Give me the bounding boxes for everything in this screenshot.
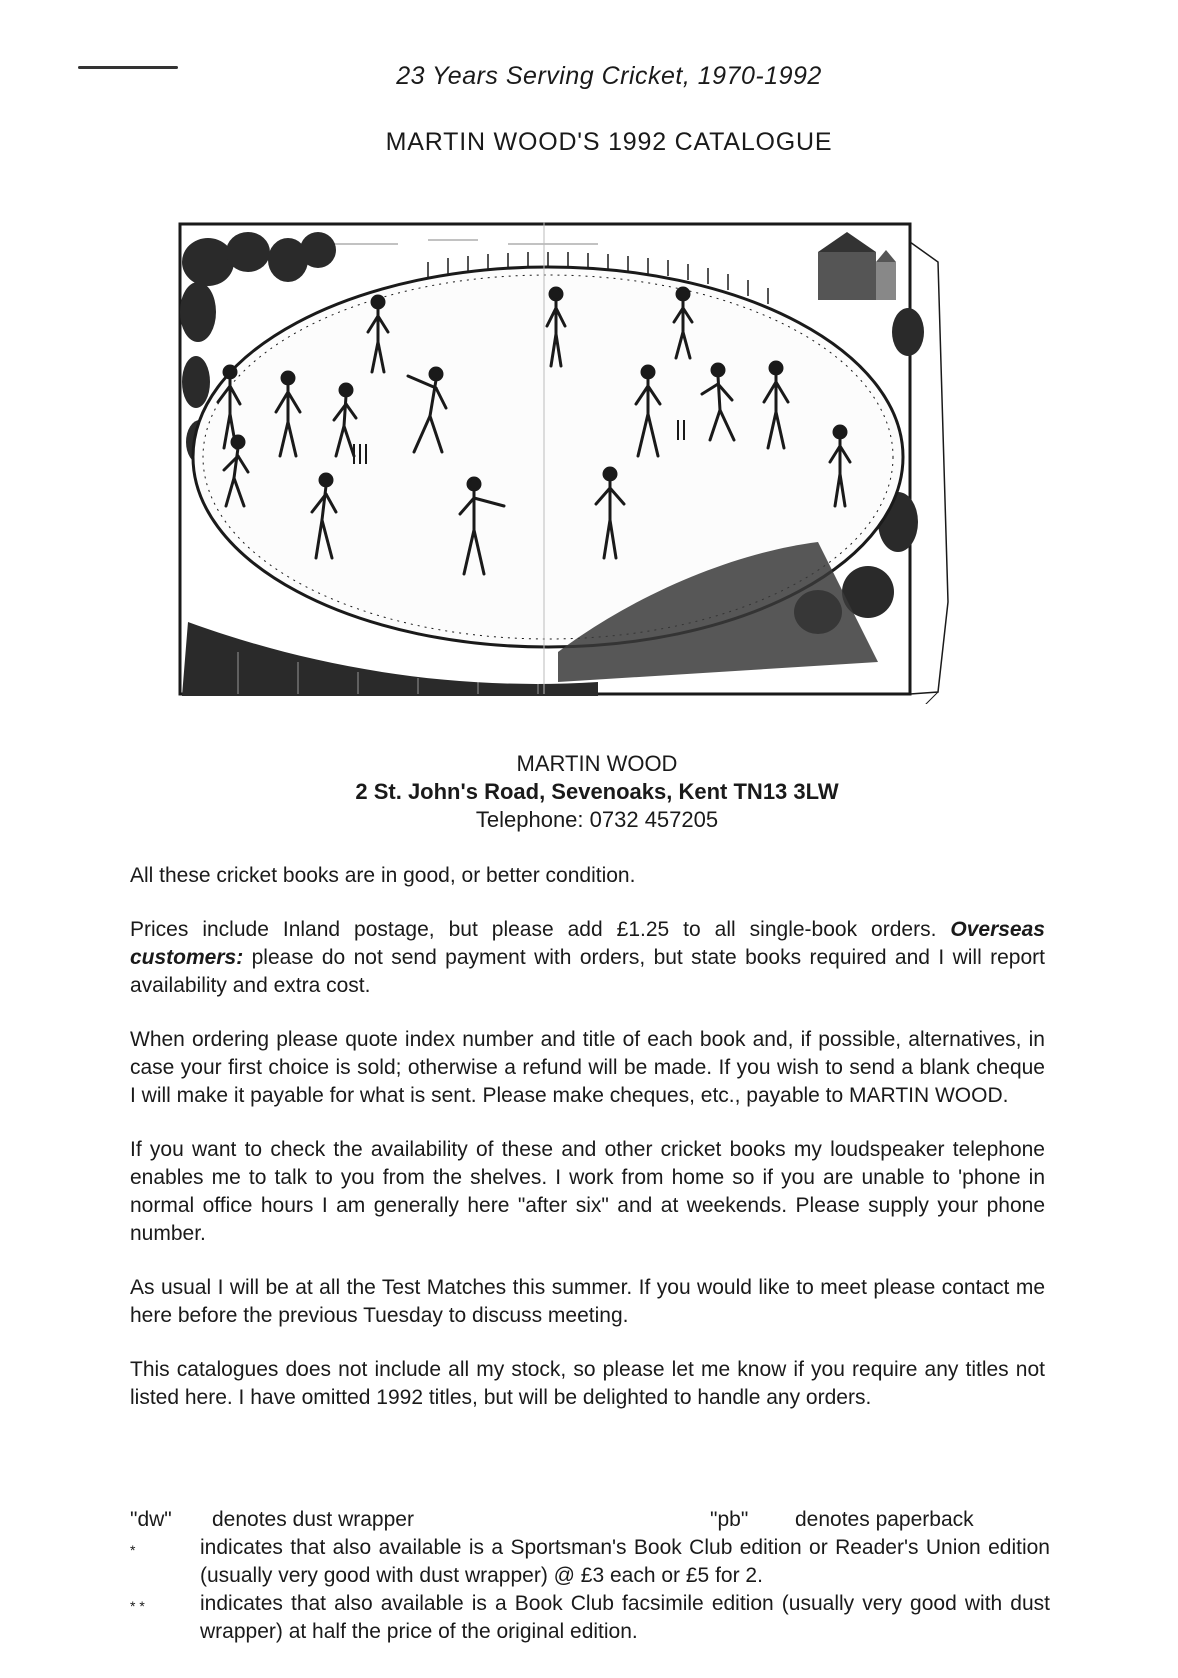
asterisk-icon: *: [130, 1542, 136, 1558]
ordering-paragraph: When ordering please quote index number and title of each book and, if possible, alternatives, in case your first choice is sold; otherwise a refund will be made. If you wish to send a blank cheque I will make it payable for what is sent. Please make cheques, etc., payable to MARTIN WOOD.: [130, 1028, 1045, 1107]
dw-key: "dw": [130, 1508, 172, 1531]
dw-description: denotes dust wrapper: [212, 1508, 414, 1531]
legend-row-abbreviations: [130, 1506, 1050, 1534]
test-matches-paragraph: As usual I will be at all the Test Matches this summer. If you would like to meet please contact me here before the previous Tuesday to discuss meeting.: [130, 1276, 1045, 1327]
legend-item-double-star: [130, 1590, 1050, 1646]
terms-section: [130, 862, 1045, 1438]
double-star-description: indicates that also available is a Book Club facsimile edition (usually very good with dust wrapper) at half the price of the original edition.: [200, 1592, 1050, 1643]
overseas-text: please do not send payment with orders, but state books required and I will report availability and extra cost.: [130, 946, 1045, 997]
availability-paragraph: If you want to check the availability of these and other cricket books my loudspeaker telephone enables me to talk to you from the shelves. I work from home so if you are unable to 'phone in normal office hours I am generally here "after six" and at weekends. Please supply your phone number.: [130, 1138, 1045, 1245]
pb-description: denotes paperback: [795, 1508, 974, 1531]
cricket-match-engraving: [178, 222, 968, 704]
cricket-match-engraving-icon: [178, 222, 968, 704]
single-star-description: indicates that also available is a Sportsman's Book Club edition or Reader's Union edition (usually very good with dust wrapper) @ £3 each or £5 for 2.: [200, 1536, 1050, 1587]
pb-key: "pb": [710, 1508, 749, 1531]
postage-text: Prices include Inland postage, but please add £1.25 to all single-book orders.: [130, 918, 937, 941]
street-address: 2 St. John's Road, Sevenoaks, Kent TN13 3LW: [355, 779, 839, 804]
dealer-name: MARTIN WOOD: [516, 751, 678, 776]
double-asterisk-icon: * *: [130, 1598, 145, 1614]
abbreviation-legend: [130, 1506, 1050, 1646]
overseas-label: Overseas customers:: [130, 918, 1045, 969]
tagline: 23 Years Serving Cricket, 1970-1992: [396, 62, 822, 90]
postage-paragraph: [130, 916, 1045, 1000]
stock-paragraph: This catalogues does not include all my stock, so please let me know if you require any titles not listed here. I have omitted 1992 titles, but will be delighted to handle any orders.: [130, 1358, 1045, 1409]
condition-paragraph: All these cricket books are in good, or better condition.: [130, 864, 636, 887]
legend-item-single-star: [130, 1534, 1050, 1590]
catalogue-title: MARTIN WOOD'S 1992 CATALOGUE: [385, 128, 833, 156]
telephone-number: Telephone: 0732 457205: [475, 807, 719, 832]
contact-block: [0, 750, 1178, 834]
